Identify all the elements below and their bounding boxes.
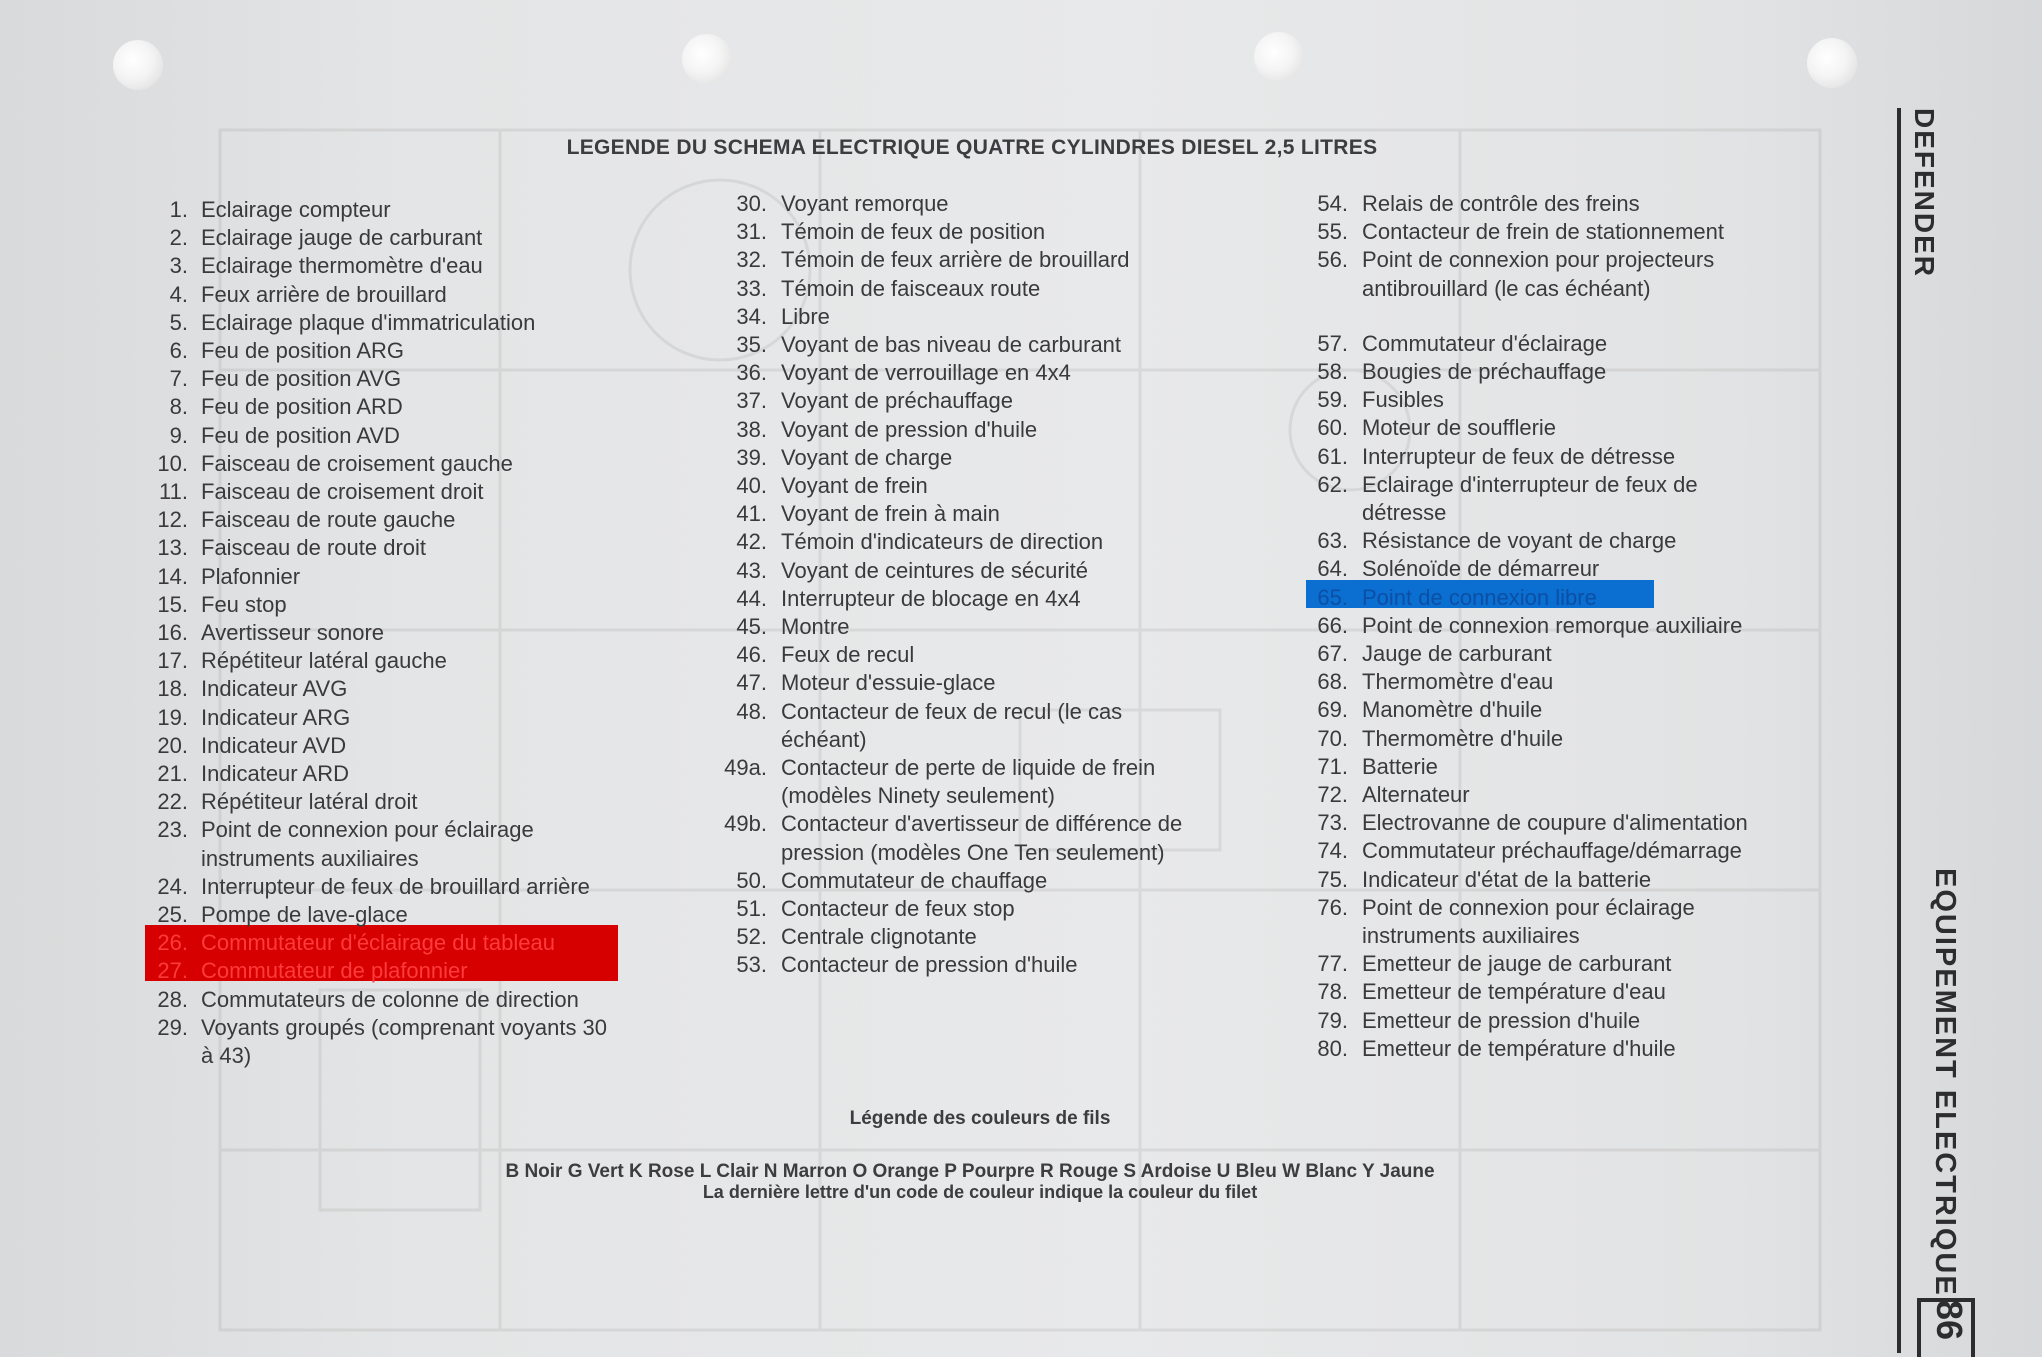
legend-item-text: Répétiteur latéral gauche	[201, 648, 447, 674]
legend-item-text: Emetteur de pression d'huile	[1362, 1007, 1641, 1033]
legend-item	[150, 760, 607, 788]
legend-item-number: 28.	[157, 986, 188, 1012]
legend-item-text: antibrouillard (le cas échéant)	[1362, 275, 1651, 301]
legend-item	[720, 698, 1182, 726]
legend-item-number: 64.	[1317, 556, 1348, 582]
legend-spacer	[1300, 303, 1748, 330]
legend-item	[720, 839, 1182, 867]
legend-item-text: Voyants groupés (comprenant voyants 30	[201, 1014, 608, 1040]
legend-item-text: Voyant remorque	[781, 191, 949, 216]
legend-item	[150, 901, 607, 929]
legend-item	[150, 478, 607, 506]
legend-item-text: Commutateurs de colonne de direction	[201, 986, 579, 1012]
legend-item-text: Voyant de charge	[781, 444, 953, 470]
legend-item-number: 35.	[736, 332, 767, 358]
legend-item-text: Point de connexion pour éclairage	[1362, 894, 1695, 920]
color-legend-title: Légende des couleurs de fils	[849, 1108, 1111, 1129]
section-label: EQUIPEMENT ELECTRIQUE	[1929, 868, 1961, 1297]
legend-item-text: Alternateur	[1362, 782, 1470, 808]
legend-item-text: Montre	[781, 614, 850, 640]
legend-item-text: Commutateur préchauffage/démarrage	[1362, 838, 1742, 864]
legend-item	[720, 754, 1182, 782]
legend-item	[720, 810, 1182, 838]
legend-item-text: Indicateur AVG	[201, 676, 348, 702]
legend-item-text: Eclairage jauge de carburant	[201, 225, 483, 251]
legend-item-number: 7.	[169, 366, 188, 392]
legend-item	[150, 675, 607, 703]
legend-item-number: 12.	[157, 507, 188, 533]
legend-item-number: 71.	[1317, 753, 1348, 779]
legend-item	[150, 704, 607, 732]
legend-item-number: 62.	[1317, 471, 1348, 497]
legend-item-number: 31.	[736, 219, 767, 245]
legend-item	[150, 309, 607, 337]
legend-item-number: 19.	[157, 704, 188, 730]
legend-item-number: 1.	[169, 197, 188, 222]
legend-item-text: Voyant de ceintures de sécurité	[781, 557, 1088, 583]
legend-item	[150, 365, 607, 393]
legend-item-number: 55.	[1317, 219, 1348, 245]
legend-item-number: 15.	[157, 591, 188, 617]
punch-hole	[682, 34, 732, 84]
legend-item-number: 63.	[1317, 528, 1348, 554]
legend-item-number: 51.	[736, 896, 767, 922]
legend-item	[1300, 922, 1748, 950]
legend-item	[150, 506, 607, 534]
page-number: 86	[1929, 1300, 1970, 1341]
legend-item-number: 48.	[736, 698, 767, 724]
legend-item-number: 69.	[1317, 697, 1348, 723]
legend-item-text: instruments auxiliaires	[201, 845, 419, 871]
legend-item-number: 74.	[1317, 838, 1348, 864]
legend-item-text: Emetteur de jauge de carburant	[1362, 951, 1672, 977]
legend-item-text: Contacteur de frein de stationnement	[1362, 219, 1725, 245]
legend-item	[720, 218, 1182, 246]
legend-item	[150, 393, 607, 421]
legend-item-text: Feu de position AVD	[201, 422, 400, 448]
legend-item-number: 3.	[169, 253, 188, 279]
legend-item-text: Moteur d'essuie-glace	[781, 670, 996, 696]
legend-item	[720, 585, 1182, 613]
legend-item-text: Contacteur de perte de liquide de frein	[781, 755, 1156, 781]
legend-item	[1300, 725, 1748, 753]
legend-item	[720, 416, 1182, 444]
legend-item-number: 29.	[157, 1014, 188, 1040]
legend-item-text: Résistance de voyant de charge	[1362, 528, 1677, 554]
legend-item	[1300, 527, 1748, 555]
legend-item-text: Voyant de préchauffage	[781, 388, 1014, 414]
legend-item-text: Thermomètre d'eau	[1362, 669, 1554, 695]
legend-item	[1300, 950, 1748, 978]
legend-item-text: Electrovanne de coupure d'alimentation	[1362, 810, 1748, 836]
legend-item	[1300, 753, 1748, 781]
legend-item-number: 37.	[736, 388, 767, 414]
legend-column-3	[1300, 190, 1748, 1063]
legend-item-text: Voyant de bas niveau de carburant	[781, 332, 1122, 358]
legend-item	[150, 1042, 607, 1070]
legend-item-number: 33.	[736, 275, 767, 301]
legend-item	[1300, 330, 1748, 358]
legend-item-text: Voyant de frein	[781, 473, 928, 499]
legend-item-number: 38.	[736, 416, 767, 442]
legend-item-number: 16.	[157, 620, 188, 646]
model-label: DEFENDER	[1909, 108, 1940, 279]
legend-item-text: instruments auxiliaires	[1362, 923, 1580, 949]
legend-item	[1300, 612, 1748, 640]
legend-item-text: pression (modèles One Ten seulement)	[781, 839, 1165, 865]
legend-item-text: Point de connexion libre	[1362, 584, 1597, 610]
legend-item	[150, 252, 607, 280]
legend-item-number: 67.	[1317, 641, 1348, 667]
punch-hole	[1807, 38, 1857, 88]
legend-item	[1300, 414, 1748, 442]
legend-item	[720, 444, 1182, 472]
color-legend-note: La dernière lettre d'un code de couleur indique la couleur du filet	[702, 1182, 1258, 1202]
legend-item-number: 43.	[736, 557, 767, 583]
legend-item-text: Relais de contrôle des freins	[1362, 191, 1640, 216]
legend-item-text: Interrupteur de feux de détresse	[1362, 443, 1676, 469]
legend-item	[150, 816, 607, 844]
legend-item	[1300, 443, 1748, 471]
legend-item-text: Commutateur de plafonnier	[201, 958, 468, 984]
legend-item-text: Répétiteur latéral droit	[201, 789, 418, 815]
legend-item	[1300, 1007, 1748, 1035]
legend-item	[720, 528, 1182, 556]
legend-item	[720, 275, 1182, 303]
legend-item-number: 47.	[736, 670, 767, 696]
legend-item-number: 17.	[157, 648, 188, 674]
legend-item	[720, 669, 1182, 697]
legend-item	[720, 867, 1182, 895]
legend-item-number: 2.	[169, 225, 188, 251]
legend-item	[150, 1014, 607, 1042]
legend-item-number: 61.	[1317, 443, 1348, 469]
legend-item-number: 75.	[1317, 866, 1348, 892]
legend-item	[1300, 386, 1748, 414]
legend-item-number: 49b.	[724, 811, 767, 837]
legend-item-text: Point de connexion pour éclairage	[201, 817, 534, 843]
legend-item	[1300, 246, 1748, 274]
punch-hole	[113, 40, 163, 90]
legend-item-number: 9.	[169, 422, 188, 448]
legend-item-number: 27.	[157, 958, 188, 984]
legend-item-number: 39.	[736, 444, 767, 470]
legend-item-number	[720, 726, 767, 754]
legend-item-text: Eclairage thermomètre d'eau	[201, 253, 483, 279]
legend-item	[720, 923, 1182, 951]
legend-item	[1300, 668, 1748, 696]
legend-item-number: 73.	[1317, 810, 1348, 836]
legend-item-text: Témoin de feux de position	[781, 219, 1046, 245]
legend-item-number: 5.	[169, 309, 188, 335]
legend-item	[720, 726, 1182, 754]
legend-item-number: 26.	[157, 930, 188, 956]
legend-item	[1300, 218, 1748, 246]
legend-item-text: Faisceau de route droit	[201, 535, 427, 561]
legend-item-number: 46.	[736, 642, 767, 668]
legend-item	[150, 619, 607, 647]
legend-item	[1300, 894, 1748, 922]
legend-item-text: Feu stop	[201, 591, 287, 617]
legend-item-number: 36.	[736, 360, 767, 386]
punch-hole	[1254, 32, 1304, 82]
legend-item	[1300, 809, 1748, 837]
legend-item-text: Voyant de verrouillage en 4x4	[781, 360, 1071, 386]
side-rule	[1897, 108, 1901, 1353]
legend-item-number: 57.	[1317, 330, 1348, 356]
legend-item-text: Fusibles	[1362, 387, 1444, 413]
legend-item	[720, 895, 1182, 923]
legend-item-text: détresse	[1362, 500, 1447, 526]
legend-item	[1300, 499, 1748, 527]
legend-item-text: Point de connexion remorque auxiliaire	[1362, 612, 1743, 638]
legend-item-number: 56.	[1317, 247, 1348, 273]
legend-item-text: à 43)	[201, 1043, 252, 1069]
legend-item-number: 13.	[157, 535, 188, 561]
legend-item-number: 4.	[169, 281, 188, 307]
legend-item-number: 21.	[157, 761, 188, 787]
legend-item-number: 52.	[736, 924, 767, 950]
legend-item	[150, 196, 607, 224]
legend-item-number: 54.	[1317, 191, 1348, 216]
legend-item-number	[720, 782, 767, 810]
legend-item	[150, 534, 607, 562]
legend-item	[150, 873, 607, 901]
legend-item-text: Plafonnier	[201, 563, 301, 589]
legend-item-number: 22.	[157, 789, 188, 815]
legend-item-number	[1300, 275, 1348, 303]
color-legend-codes: B Noir G Vert K Rose L Clair N Marron O Orange P Pourpre R Rouge S Ardoise U Bleu W Blanc Y Jaune	[505, 1161, 1435, 1182]
legend-item	[1300, 837, 1748, 865]
legend-item-text: Indicateur AVD	[201, 732, 347, 758]
legend-item	[150, 450, 607, 478]
legend-item-text: Interrupteur de feux de brouillard arrière	[201, 873, 590, 899]
legend-item-number: 78.	[1317, 979, 1348, 1005]
legend-item-number: 72.	[1317, 782, 1348, 808]
legend-item	[720, 500, 1182, 528]
legend-item	[1300, 640, 1748, 668]
legend-item	[150, 224, 607, 252]
legend-item-number: 60.	[1317, 415, 1348, 441]
legend-item-text: Interrupteur de blocage en 4x4	[781, 585, 1081, 611]
legend-item	[150, 647, 607, 675]
legend-item	[150, 957, 607, 985]
legend-item-number: 70.	[1317, 725, 1348, 751]
legend-item-number: 76.	[1317, 894, 1348, 920]
legend-item-text: Contacteur de feux stop	[781, 896, 1015, 922]
legend-item-text: Eclairage d'interrupteur de feux de	[1362, 471, 1698, 497]
legend-item-text: Emetteur de température d'huile	[1362, 1035, 1676, 1061]
legend-item-text: Voyant de pression d'huile	[781, 416, 1038, 442]
legend-item-text: Eclairage plaque d'immatriculation	[201, 309, 536, 335]
legend-item-number: 44.	[736, 585, 767, 611]
legend-item-number: 80.	[1317, 1035, 1348, 1061]
legend-item	[720, 190, 1182, 218]
legend-item	[150, 281, 607, 309]
legend-item-text: Feux de recul	[781, 642, 915, 668]
legend-item-text: Solénoïde de démarreur	[1362, 556, 1600, 582]
legend-item-text: Témoin de faisceaux route	[781, 275, 1041, 301]
legend-item-number: 25.	[157, 902, 188, 928]
legend-item-number: 10.	[157, 450, 188, 476]
legend-item-text: Centrale clignotante	[781, 924, 977, 950]
legend-item	[150, 732, 607, 760]
legend-item-text: Point de connexion pour projecteurs	[1362, 247, 1715, 273]
legend-item	[720, 782, 1182, 810]
legend-item	[150, 788, 607, 816]
legend-item-text: Avertisseur sonore	[201, 620, 385, 646]
legend-item-number: 45.	[736, 614, 767, 640]
legend-item	[1300, 275, 1748, 303]
legend-item	[720, 472, 1182, 500]
legend-item-text: Moteur de soufflerie	[1362, 415, 1557, 441]
legend-item	[720, 557, 1182, 585]
legend-item	[1300, 190, 1748, 218]
legend-item	[1300, 866, 1748, 894]
legend-item-number: 40.	[736, 473, 767, 499]
legend-item-number: 65.	[1317, 584, 1348, 610]
legend-item-number: 77.	[1317, 951, 1348, 977]
legend-item-text: Jauge de carburant	[1362, 641, 1552, 667]
legend-item-number: 20.	[157, 732, 188, 758]
legend-item	[720, 331, 1182, 359]
legend-item-number: 24.	[157, 873, 188, 899]
legend-item-number: 53.	[736, 952, 767, 978]
legend-item-text: Commutateur d'éclairage du tableau	[201, 930, 555, 956]
legend-item	[1300, 555, 1748, 583]
legend-item-text: Contacteur d'avertisseur de différence de	[781, 811, 1183, 837]
legend-item-number: 49a.	[724, 755, 767, 781]
legend-item-number: 68.	[1317, 669, 1348, 695]
legend-item	[150, 563, 607, 591]
legend-item	[150, 845, 607, 873]
legend-item-number: 42.	[736, 529, 767, 555]
legend-item-text: Faisceau de croisement gauche	[201, 450, 513, 476]
legend-item-number	[150, 845, 188, 873]
legend-item	[1300, 1035, 1748, 1063]
legend-item-text: Contacteur de feux de recul (le cas	[781, 698, 1123, 724]
legend-item	[1300, 781, 1748, 809]
legend-item-number: 18.	[157, 676, 188, 702]
legend-item-text: Voyant de frein à main	[781, 501, 1000, 527]
legend-item-text: Feu de position ARD	[201, 394, 403, 420]
legend-item-text: Faisceau de route gauche	[201, 507, 456, 533]
legend-item-text: échéant)	[781, 726, 867, 752]
legend-item	[720, 303, 1182, 331]
legend-item-number	[150, 1042, 188, 1070]
legend-item	[720, 246, 1182, 274]
legend-item	[1300, 584, 1748, 612]
legend-item	[720, 641, 1182, 669]
legend-item-text: Indicateur ARG	[201, 704, 351, 730]
legend-item-text: Témoin de feux arrière de brouillard	[781, 247, 1130, 273]
legend-item-text: Manomètre d'huile	[1362, 697, 1543, 723]
legend-item	[1300, 696, 1748, 724]
legend-item-text: Feux arrière de brouillard	[201, 281, 447, 307]
legend-item	[1300, 978, 1748, 1006]
legend-item	[150, 422, 607, 450]
legend-item-number: 66.	[1317, 612, 1348, 638]
legend-item-number: 50.	[736, 867, 767, 893]
legend-item	[150, 591, 607, 619]
legend-item	[720, 951, 1182, 979]
legend-item	[1300, 358, 1748, 386]
legend-item-text: Emetteur de température d'eau	[1362, 979, 1666, 1005]
legend-item-text: Faisceau de croisement droit	[201, 479, 484, 505]
legend-item-text: Thermomètre d'huile	[1362, 725, 1564, 751]
legend-item	[150, 929, 607, 957]
legend-item-number: 8.	[169, 394, 188, 420]
legend-item-text: Pompe de lave-glace	[201, 902, 408, 928]
legend-item-text: Libre	[781, 303, 830, 329]
legend-item-number: 79.	[1317, 1007, 1348, 1033]
legend-item	[150, 337, 607, 365]
legend-item-text: Eclairage compteur	[201, 197, 391, 222]
legend-item-text: (modèles Ninety seulement)	[781, 783, 1055, 809]
legend-item-number: 11.	[159, 479, 188, 505]
legend-item-number: 32.	[736, 247, 767, 273]
legend-item-number: 41.	[736, 501, 767, 527]
legend-item-text: Commutateur d'éclairage	[1362, 330, 1608, 356]
legend-item-number	[720, 839, 767, 867]
legend-item-text: Commutateur de chauffage	[781, 867, 1048, 893]
legend-item-text: Bougies de préchauffage	[1362, 359, 1607, 385]
legend-item-number: 30.	[736, 191, 767, 216]
legend-item	[150, 986, 607, 1014]
legend-item	[720, 613, 1182, 641]
legend-item-text: Batterie	[1362, 753, 1438, 779]
legend-item-text: Indicateur ARD	[201, 761, 349, 787]
legend-item-number: 6.	[169, 338, 188, 364]
legend-item-text: Contacteur de pression d'huile	[781, 952, 1078, 978]
legend-item-text: Témoin d'indicateurs de direction	[781, 529, 1104, 555]
legend-item-number: 14.	[157, 563, 188, 589]
legend-item-number	[1300, 499, 1348, 527]
page-title: LEGENDE DU SCHEMA ELECTRIQUE QUATRE CYLINDRES DIESEL 2,5 LITRES	[566, 136, 1378, 159]
legend-item	[720, 359, 1182, 387]
legend-item-number	[1300, 922, 1348, 950]
legend-column-2	[720, 190, 1182, 980]
legend-item-number: 59.	[1317, 387, 1348, 413]
legend-item-number: 23.	[157, 817, 188, 843]
legend-item-text: Feu de position ARG	[201, 338, 405, 364]
legend-item	[720, 387, 1182, 415]
legend-column-1	[150, 196, 607, 1070]
legend-item-number: 58.	[1317, 359, 1348, 385]
legend-item-text: Feu de position AVG	[201, 366, 402, 392]
legend-item-number: 34.	[736, 303, 767, 329]
legend-item-text: Indicateur d'état de la batterie	[1362, 866, 1652, 892]
legend-item	[1300, 471, 1748, 499]
